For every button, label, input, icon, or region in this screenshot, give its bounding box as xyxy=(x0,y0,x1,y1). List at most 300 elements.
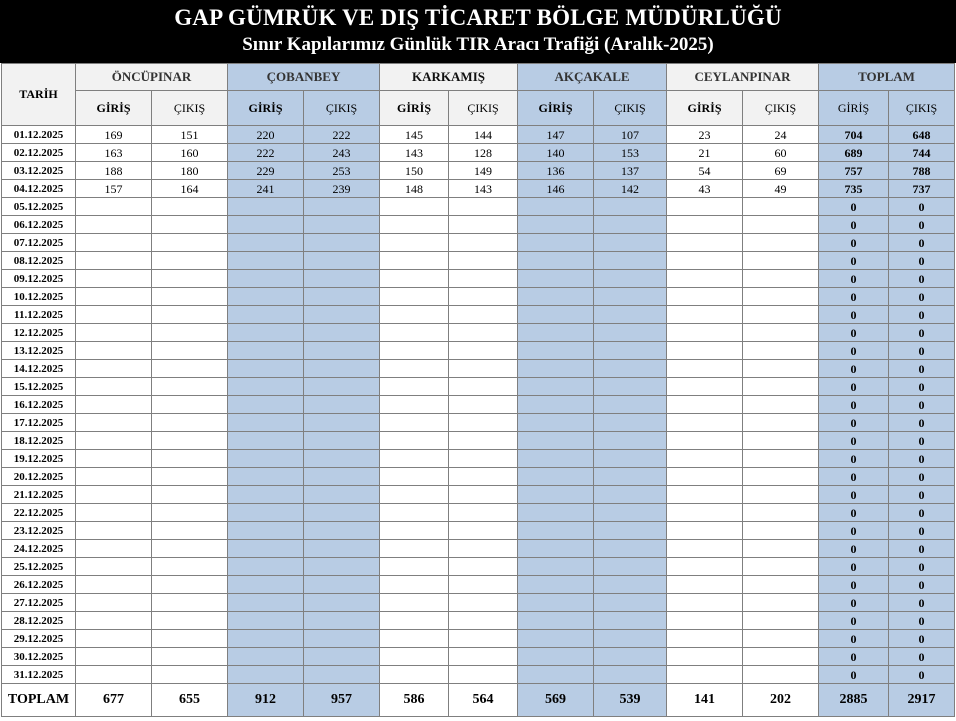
value-cell xyxy=(380,324,449,342)
date-cell: 03.12.2025 xyxy=(2,162,76,180)
value-cell xyxy=(449,612,518,630)
value-cell xyxy=(76,630,152,648)
value-cell: 0 xyxy=(889,540,955,558)
value-cell xyxy=(449,576,518,594)
value-cell: 0 xyxy=(819,504,889,522)
value-cell xyxy=(76,378,152,396)
value-cell xyxy=(152,234,228,252)
value-cell: 0 xyxy=(889,270,955,288)
value-cell xyxy=(152,594,228,612)
value-cell: 0 xyxy=(889,216,955,234)
date-cell: 27.12.2025 xyxy=(2,594,76,612)
value-cell: 24 xyxy=(743,126,819,144)
value-cell xyxy=(449,468,518,486)
value-cell xyxy=(76,468,152,486)
value-cell: 0 xyxy=(819,648,889,666)
value-cell: 136 xyxy=(518,162,594,180)
value-cell xyxy=(449,414,518,432)
value-cell: 107 xyxy=(594,126,667,144)
value-cell xyxy=(518,396,594,414)
table-row xyxy=(2,468,955,486)
value-cell xyxy=(743,378,819,396)
value-cell: 49 xyxy=(743,180,819,198)
value-cell xyxy=(152,468,228,486)
value-cell xyxy=(152,504,228,522)
traffic-table xyxy=(1,63,955,717)
value-cell xyxy=(594,558,667,576)
value-cell xyxy=(76,414,152,432)
value-cell: 188 xyxy=(76,162,152,180)
value-cell: 704 xyxy=(819,126,889,144)
value-cell xyxy=(743,270,819,288)
value-cell: 0 xyxy=(889,576,955,594)
table-row xyxy=(2,504,955,522)
value-cell xyxy=(228,468,304,486)
value-cell xyxy=(380,666,449,684)
value-cell xyxy=(380,432,449,450)
value-cell xyxy=(380,306,449,324)
value-cell xyxy=(743,252,819,270)
sub-header-in: GİRİŞ xyxy=(819,91,889,126)
date-header: TARİH xyxy=(2,64,76,126)
value-cell xyxy=(76,396,152,414)
table-row xyxy=(2,198,955,216)
value-cell: 0 xyxy=(819,540,889,558)
value-cell xyxy=(743,468,819,486)
value-cell xyxy=(743,576,819,594)
value-cell xyxy=(667,288,743,306)
date-cell: 24.12.2025 xyxy=(2,540,76,558)
value-cell: 143 xyxy=(449,180,518,198)
value-cell xyxy=(228,522,304,540)
value-cell: 21 xyxy=(667,144,743,162)
value-cell xyxy=(743,216,819,234)
date-cell: 21.12.2025 xyxy=(2,486,76,504)
value-cell xyxy=(380,216,449,234)
value-cell xyxy=(304,252,380,270)
value-cell xyxy=(76,360,152,378)
value-cell xyxy=(380,396,449,414)
value-cell xyxy=(667,378,743,396)
date-cell: 26.12.2025 xyxy=(2,576,76,594)
value-cell xyxy=(667,360,743,378)
gate-header-ceylanpinar: CEYLANPINAR xyxy=(667,64,819,91)
value-cell xyxy=(152,360,228,378)
date-cell: 10.12.2025 xyxy=(2,288,76,306)
value-cell: 0 xyxy=(819,288,889,306)
value-cell xyxy=(304,216,380,234)
value-cell xyxy=(449,198,518,216)
value-cell: 735 xyxy=(819,180,889,198)
value-cell xyxy=(380,522,449,540)
value-cell xyxy=(518,576,594,594)
value-cell xyxy=(76,198,152,216)
value-cell: 0 xyxy=(819,342,889,360)
value-cell xyxy=(449,360,518,378)
table-row xyxy=(2,414,955,432)
value-cell: 147 xyxy=(518,126,594,144)
value-cell: 0 xyxy=(819,324,889,342)
value-cell: 137 xyxy=(594,162,667,180)
value-cell: 0 xyxy=(889,306,955,324)
value-cell xyxy=(380,252,449,270)
value-cell xyxy=(380,648,449,666)
value-cell xyxy=(228,432,304,450)
value-cell xyxy=(594,576,667,594)
value-cell xyxy=(594,216,667,234)
value-cell xyxy=(667,648,743,666)
value-cell: 0 xyxy=(819,576,889,594)
value-cell xyxy=(449,270,518,288)
value-cell xyxy=(594,486,667,504)
value-cell: 0 xyxy=(819,522,889,540)
value-cell xyxy=(304,342,380,360)
table-row xyxy=(2,558,955,576)
value-cell xyxy=(304,504,380,522)
value-cell xyxy=(380,540,449,558)
value-cell xyxy=(449,288,518,306)
value-cell: 689 xyxy=(819,144,889,162)
value-cell xyxy=(518,288,594,306)
value-cell: 0 xyxy=(889,252,955,270)
value-cell: 253 xyxy=(304,162,380,180)
value-cell xyxy=(743,342,819,360)
value-cell: 43 xyxy=(667,180,743,198)
value-cell xyxy=(152,306,228,324)
sub-header-in: GİRİŞ xyxy=(228,91,304,126)
value-cell xyxy=(594,612,667,630)
value-cell xyxy=(449,378,518,396)
value-cell: 220 xyxy=(228,126,304,144)
value-cell: 0 xyxy=(889,432,955,450)
totals-label: TOPLAM xyxy=(2,684,76,717)
value-cell xyxy=(304,198,380,216)
value-cell: 145 xyxy=(380,126,449,144)
total-cell: 539 xyxy=(594,684,667,717)
value-cell xyxy=(76,450,152,468)
value-cell xyxy=(449,486,518,504)
value-cell xyxy=(304,396,380,414)
date-cell: 16.12.2025 xyxy=(2,396,76,414)
value-cell: 0 xyxy=(889,522,955,540)
value-cell xyxy=(594,594,667,612)
value-cell xyxy=(76,558,152,576)
gate-header-oncupinar: ÖNCÜPINAR xyxy=(76,64,228,91)
value-cell xyxy=(518,270,594,288)
value-cell xyxy=(449,252,518,270)
value-cell: 0 xyxy=(819,306,889,324)
value-cell: 157 xyxy=(76,180,152,198)
value-cell xyxy=(380,594,449,612)
value-cell xyxy=(594,648,667,666)
value-cell xyxy=(667,306,743,324)
total-cell: 2917 xyxy=(889,684,955,717)
value-cell xyxy=(449,540,518,558)
value-cell xyxy=(152,342,228,360)
value-cell xyxy=(518,468,594,486)
value-cell xyxy=(594,270,667,288)
value-cell xyxy=(228,576,304,594)
value-cell xyxy=(304,360,380,378)
value-cell: 0 xyxy=(819,558,889,576)
value-cell xyxy=(304,558,380,576)
table-row xyxy=(2,234,955,252)
value-cell: 229 xyxy=(228,162,304,180)
value-cell xyxy=(152,378,228,396)
value-cell xyxy=(304,414,380,432)
value-cell: 69 xyxy=(743,162,819,180)
value-cell: 0 xyxy=(819,612,889,630)
value-cell xyxy=(667,252,743,270)
value-cell: 151 xyxy=(152,126,228,144)
value-cell xyxy=(667,432,743,450)
table-row xyxy=(2,288,955,306)
sub-header-in: GİRİŞ xyxy=(380,91,449,126)
gate-header-cobanbey: ÇOBANBEY xyxy=(228,64,380,91)
value-cell xyxy=(594,288,667,306)
value-cell xyxy=(667,270,743,288)
value-cell xyxy=(152,396,228,414)
value-cell xyxy=(667,630,743,648)
value-cell xyxy=(152,576,228,594)
value-cell: 0 xyxy=(889,396,955,414)
value-cell xyxy=(594,396,667,414)
value-cell xyxy=(380,342,449,360)
value-cell: 144 xyxy=(449,126,518,144)
value-cell xyxy=(594,432,667,450)
value-cell xyxy=(518,342,594,360)
value-cell: 737 xyxy=(889,180,955,198)
value-cell xyxy=(152,270,228,288)
table-row xyxy=(2,522,955,540)
value-cell: 140 xyxy=(518,144,594,162)
value-cell xyxy=(228,558,304,576)
value-cell xyxy=(304,324,380,342)
table-row xyxy=(2,396,955,414)
sub-header-in: GİRİŞ xyxy=(667,91,743,126)
value-cell xyxy=(449,450,518,468)
value-cell: 153 xyxy=(594,144,667,162)
value-cell: 0 xyxy=(889,414,955,432)
value-cell xyxy=(228,288,304,306)
value-cell xyxy=(228,216,304,234)
value-cell xyxy=(449,666,518,684)
value-cell xyxy=(743,666,819,684)
table-row xyxy=(2,378,955,396)
value-cell xyxy=(743,288,819,306)
date-cell: 17.12.2025 xyxy=(2,414,76,432)
value-cell xyxy=(304,594,380,612)
value-cell xyxy=(594,378,667,396)
report-subtitle: Sınır Kapılarımız Günlük TIR Aracı Trafiği (Aralık-2025) xyxy=(242,34,714,55)
value-cell xyxy=(228,414,304,432)
table-row xyxy=(2,594,955,612)
value-cell xyxy=(152,414,228,432)
table-row xyxy=(2,126,955,144)
date-cell: 22.12.2025 xyxy=(2,504,76,522)
value-cell: 54 xyxy=(667,162,743,180)
value-cell xyxy=(667,234,743,252)
value-cell: 0 xyxy=(819,450,889,468)
value-cell xyxy=(743,198,819,216)
sub-header-out: ÇIKIŞ xyxy=(743,91,819,126)
value-cell: 0 xyxy=(889,612,955,630)
table-row xyxy=(2,486,955,504)
value-cell: 0 xyxy=(819,630,889,648)
value-cell xyxy=(743,504,819,522)
value-cell xyxy=(76,612,152,630)
report-title: GAP GÜMRÜK VE DIŞ TİCARET BÖLGE MÜDÜRLÜĞÜ xyxy=(174,5,782,30)
value-cell: 0 xyxy=(819,414,889,432)
value-cell xyxy=(518,198,594,216)
value-cell xyxy=(228,378,304,396)
value-cell xyxy=(594,522,667,540)
value-cell: 0 xyxy=(819,234,889,252)
value-cell xyxy=(449,432,518,450)
value-cell xyxy=(449,234,518,252)
date-cell: 13.12.2025 xyxy=(2,342,76,360)
value-cell xyxy=(228,450,304,468)
value-cell: 0 xyxy=(889,450,955,468)
total-cell: 586 xyxy=(380,684,449,717)
value-cell xyxy=(594,666,667,684)
value-cell xyxy=(304,576,380,594)
value-cell xyxy=(518,324,594,342)
date-cell: 29.12.2025 xyxy=(2,630,76,648)
value-cell xyxy=(449,522,518,540)
value-cell: 0 xyxy=(889,486,955,504)
value-cell xyxy=(380,234,449,252)
value-cell xyxy=(667,486,743,504)
value-cell xyxy=(667,666,743,684)
value-cell xyxy=(304,306,380,324)
date-cell: 01.12.2025 xyxy=(2,126,76,144)
value-cell xyxy=(449,396,518,414)
date-cell: 15.12.2025 xyxy=(2,378,76,396)
value-cell xyxy=(228,270,304,288)
table-row xyxy=(2,666,955,684)
value-cell xyxy=(518,666,594,684)
value-cell: 648 xyxy=(889,126,955,144)
value-cell: 0 xyxy=(889,378,955,396)
date-cell: 04.12.2025 xyxy=(2,180,76,198)
value-cell xyxy=(228,342,304,360)
date-cell: 19.12.2025 xyxy=(2,450,76,468)
value-cell xyxy=(380,558,449,576)
gate-header-akcakale: AKÇAKALE xyxy=(518,64,667,91)
date-cell: 28.12.2025 xyxy=(2,612,76,630)
value-cell xyxy=(743,360,819,378)
value-cell: 128 xyxy=(449,144,518,162)
value-cell xyxy=(76,234,152,252)
value-cell xyxy=(304,234,380,252)
value-cell xyxy=(152,324,228,342)
value-cell xyxy=(594,234,667,252)
value-cell: 169 xyxy=(76,126,152,144)
value-cell: 0 xyxy=(889,666,955,684)
date-cell: 30.12.2025 xyxy=(2,648,76,666)
date-cell: 12.12.2025 xyxy=(2,324,76,342)
value-cell xyxy=(518,360,594,378)
total-cell: 141 xyxy=(667,684,743,717)
value-cell xyxy=(304,432,380,450)
value-cell xyxy=(76,270,152,288)
value-cell xyxy=(228,540,304,558)
value-cell: 0 xyxy=(819,666,889,684)
date-cell: 05.12.2025 xyxy=(2,198,76,216)
total-cell: 202 xyxy=(743,684,819,717)
value-cell: 0 xyxy=(889,342,955,360)
table-row xyxy=(2,270,955,288)
value-cell xyxy=(380,198,449,216)
value-cell xyxy=(667,216,743,234)
value-cell xyxy=(76,216,152,234)
total-cell: 957 xyxy=(304,684,380,717)
totals-row xyxy=(2,684,955,717)
value-cell xyxy=(449,342,518,360)
value-cell xyxy=(76,432,152,450)
sub-header-in: GİRİŞ xyxy=(76,91,152,126)
value-cell: 239 xyxy=(304,180,380,198)
date-cell: 06.12.2025 xyxy=(2,216,76,234)
value-cell: 180 xyxy=(152,162,228,180)
value-cell xyxy=(667,324,743,342)
value-cell xyxy=(743,522,819,540)
date-cell: 14.12.2025 xyxy=(2,360,76,378)
value-cell xyxy=(667,594,743,612)
value-cell xyxy=(518,252,594,270)
sub-header-out: ÇIKIŞ xyxy=(304,91,380,126)
value-cell xyxy=(76,540,152,558)
value-cell xyxy=(76,306,152,324)
total-cell: 655 xyxy=(152,684,228,717)
value-cell xyxy=(228,612,304,630)
value-cell: 788 xyxy=(889,162,955,180)
value-cell xyxy=(152,630,228,648)
value-cell xyxy=(304,270,380,288)
value-cell xyxy=(228,594,304,612)
value-cell xyxy=(228,396,304,414)
value-cell xyxy=(518,432,594,450)
value-cell xyxy=(449,504,518,522)
value-cell xyxy=(304,630,380,648)
table-row xyxy=(2,612,955,630)
value-cell xyxy=(76,342,152,360)
value-cell: 148 xyxy=(380,180,449,198)
value-cell xyxy=(667,198,743,216)
value-cell xyxy=(152,648,228,666)
value-cell xyxy=(152,486,228,504)
table-row xyxy=(2,162,955,180)
total-cell: 569 xyxy=(518,684,594,717)
value-cell xyxy=(152,288,228,306)
value-cell xyxy=(76,252,152,270)
value-cell: 0 xyxy=(889,198,955,216)
value-cell xyxy=(380,630,449,648)
value-cell xyxy=(304,540,380,558)
value-cell: 163 xyxy=(76,144,152,162)
table-row xyxy=(2,630,955,648)
value-cell xyxy=(228,648,304,666)
value-cell xyxy=(518,234,594,252)
value-cell: 149 xyxy=(449,162,518,180)
value-cell xyxy=(594,468,667,486)
value-cell xyxy=(518,612,594,630)
value-cell xyxy=(449,216,518,234)
date-cell: 23.12.2025 xyxy=(2,522,76,540)
value-cell xyxy=(228,306,304,324)
value-cell xyxy=(76,576,152,594)
